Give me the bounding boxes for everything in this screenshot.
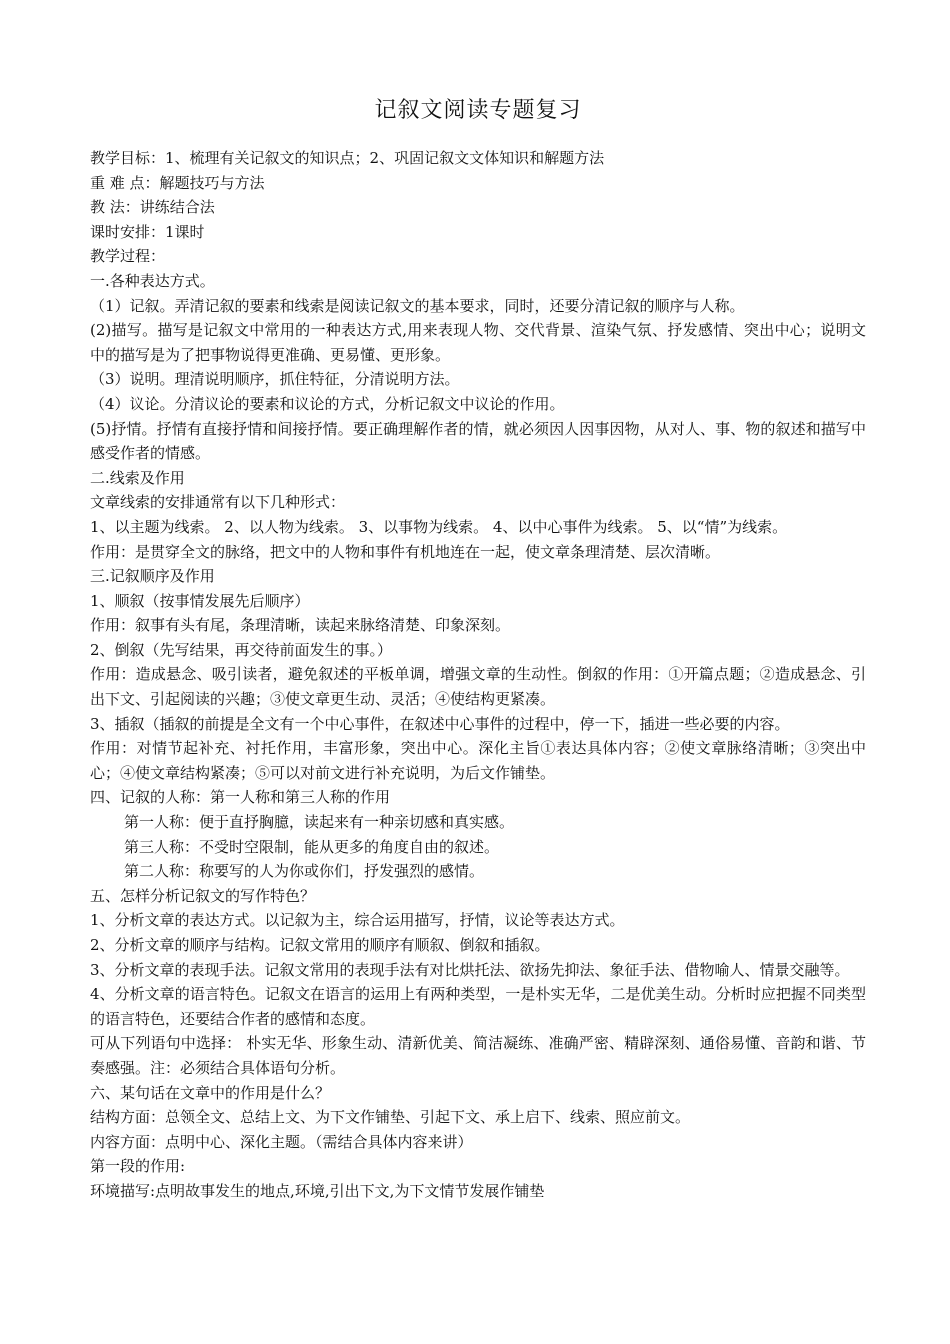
text-line: 重 难 点：解题技巧与方法 (90, 173, 265, 192)
text-line: 可从下列语句中选择： 朴实无华、形象生动、清新优美、简洁凝练、准确严密、精辟深刻、通俗易懂、音韵和谐、节奏感强。注：必须结合具体语句分析。 (90, 1034, 866, 1077)
text-line: 教学目标：1、梳理有关记叙文的知识点；2、巩固记叙文文体知识和解题方法 (90, 149, 605, 167)
text-line: （4）议论。分清议论的要素和议论的方式，分析记叙文中议论的作用。 (90, 394, 565, 413)
text-line: 3、插叙（插叙的前提是全文有一个中心事件，在叙述中心事件的过程中，停一下，插进一些必要的内容。 (90, 714, 790, 733)
text-line: 文章线索的安排通常有以下几种形式： (90, 493, 346, 512)
text-line: 四、记叙的人称：第一人称和第三人称的作用 (90, 788, 391, 807)
text-line: 结构方面：总领全文、总结上文、为下文作铺垫、引起下文、承上启下、线索、照应前文。 (90, 1108, 691, 1127)
text-line: 教 法：讲练结合法 (90, 198, 215, 217)
text-line: 五、怎样分析记叙文的写作特色？ (90, 886, 316, 905)
text-line: 作用：叙事有头有尾，条理清晰，读起来脉络清楚、印象深刻。 (90, 616, 511, 635)
text-line: 第二人称：称要写的人为你或你们，抒发强烈的感情。 (124, 862, 485, 881)
document-title: 记叙文阅读专题复习 (374, 98, 582, 123)
text-line: 1、以主题为线索。 2、以人物为线索。 3、以事物为线索。 4、以中心事件为线索。 5、以“情”为线索。 (90, 517, 788, 536)
text-line: 内容方面：点明中心、深化主题。（需结合具体内容来讲） (90, 1132, 473, 1151)
text-line: 作用：是贯穿全文的脉络，把文中的人物和事件有机地连在一起，使文章条理清楚、层次清晰。 (90, 542, 721, 561)
text-line: (5)抒情。抒情有直接抒情和间接抒情。要正确理解作者的情，就必须因人因事因物，从对人、事、物的叙述和描写中感受作者的情感。 (90, 419, 866, 463)
text-line: 2、分析文章的顺序与结构。记叙文常用的顺序有顺叙、倒叙和插叙。 (90, 936, 550, 954)
text-line: 教学过程： (90, 247, 166, 266)
text-line: 六、某句话在文章中的作用是什么？ (90, 1083, 331, 1102)
text-line: 2、倒叙（先写结果，再交待前面发生的事。） (90, 640, 393, 659)
text-line: 第一段的作用: (90, 1157, 186, 1176)
text-line: 作用：对情节起补充、衬托作用，丰富形象，突出中心。深化主旨①表达具体内容；②使文章脉络清晰；③突出中心；④使文章结构紧凑；⑤可以对前文进行补充说明，为后文作铺垫。 (90, 739, 866, 782)
text-line: （3）说明。理清说明顺序，抓住特征，分清说明方法。 (90, 370, 460, 389)
text-line: 第三人称：不受时空限制，能从更多的角度自由的叙述。 (124, 837, 500, 856)
text-line: 课时安排：1课时 (90, 222, 205, 241)
text-line: 3、分析文章的表现手法。记叙文常用的表现手法有对比烘托法、欲扬先抑法、象征手法、借物喻人、情景交融等。 (90, 960, 850, 979)
text-line: 第一人称：便于直抒胸臆，读起来有一种亲切感和真实感。 (124, 813, 515, 832)
text-line: 1、顺叙（按事情发展先后顺序） (90, 591, 310, 610)
text-line: 4、分析文章的语言特色。记叙文在语言的运用上有两种类型，一是朴实无华，二是优美生动。分析时应把握不同类型的语言特色，还要结合作者的感情和态度。 (90, 985, 866, 1028)
text-line: （1）记叙。弄清记叙的要素和线索是阅读记叙文的基本要求，同时，还要分清记叙的顺序与人称。 (90, 296, 745, 315)
text-line: 1、分析文章的表达方式。以记叙为主，综合运用描写，抒情，议论等表达方式。 (90, 911, 625, 930)
text-line: (2)描写。描写是记叙文中常用的一种表达方式,用来表现人物、交代背景、渲染气氛、抒发感情、突出中心；说明文中的描写是为了把事物说得更准确、更易懂、更形象。 (90, 321, 866, 364)
text-line: 一.各种表达方式。 (90, 271, 215, 290)
text-line: 三.记叙顺序及作用 (90, 567, 215, 586)
document-body (90, 146, 866, 1204)
text-line: 作用：造成悬念、吸引读者，避免叙述的平板单调，增强文章的生动性。倒叙的作用：①开篇点题；②造成悬念、引出下文、引起阅读的兴趣；③使文章更生动、灵活；④使结构更紧凑。 (90, 665, 866, 709)
text-line: 二.线索及作用 (90, 468, 185, 487)
text-line: 环境描写:点明故事发生的地点,环境,引出下文,为下文情节发展作铺垫 (90, 1181, 545, 1200)
document-page (90, 96, 866, 1204)
